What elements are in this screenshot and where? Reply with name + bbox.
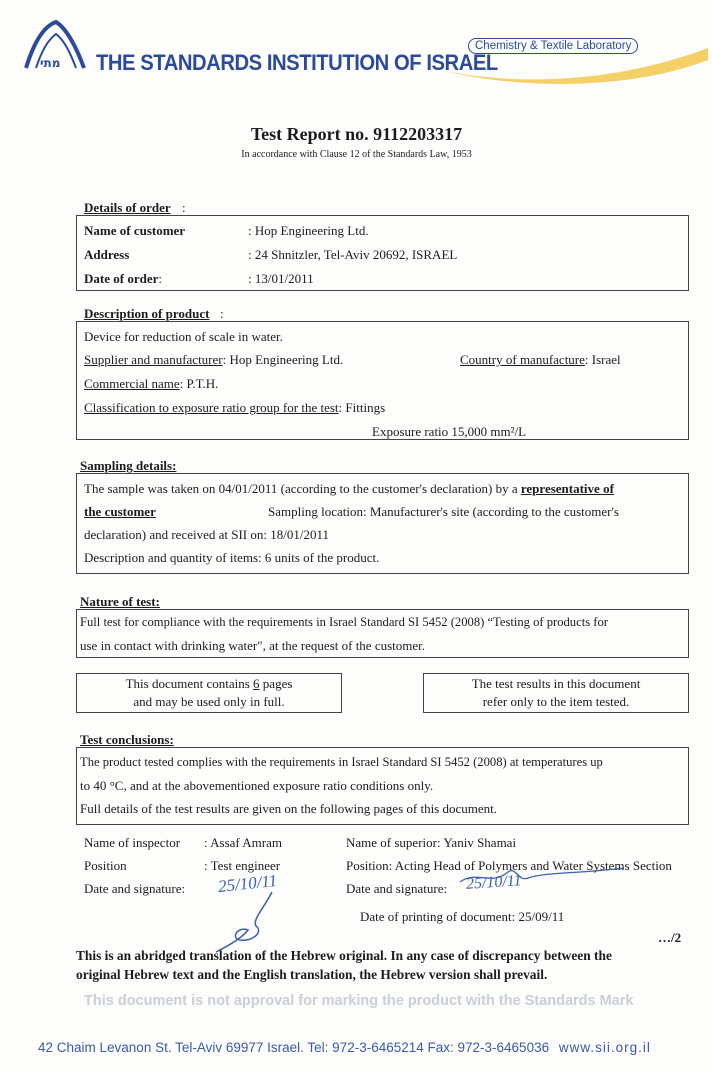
disclaimer-line-2: original Hebrew text and the English translation, the Hebrew version shall prevail. [76,967,548,982]
nature-line-1: Full test for compliance with the requirements in Israel Standard SI 5452 (2008) “Testing of products for [80,615,608,629]
order-date-label: Date of order: [84,271,162,286]
results-note-line-1: The test results in this document [471,676,641,691]
exposure-ratio: Exposure ratio 15,000 mm²/L [372,424,527,439]
logo-text: מתי [40,56,61,70]
sampling-line-4: Description and quantity of items: 6 units of the product. [84,550,380,565]
conclusions-line-2: to 40 °C, and at the abovementioned exposure ratio conditions only. [80,778,434,793]
disclaimer-line-1: This is an abridged translation of the Hebrew original. In any case of discrepancy between the [76,948,612,963]
customer-value: : Hop Engineering Ltd. [248,223,369,238]
pages-note-line-1: This document contains 6 pages [125,676,293,691]
footer-website[interactable]: www.sii.org.il [558,1040,651,1055]
classification-line: Classification to exposure ratio group for the test: Fittings [84,400,386,415]
conclusions-line-1: The product tested complies with the requirements in Israel Standard SI 5452 (2008) at temperatures up [80,755,603,769]
nature-line-2: use in contact with drinking water", at the request of the customer. [80,638,426,653]
customer-label: Name of customer [84,223,186,238]
inspector-date-sig-label: Date and signature: [84,881,186,896]
order-heading-colon: : [182,200,186,215]
pages-note-line-2: and may be used only in full. [133,694,285,709]
sampling-line-1: The sample was taken on 04/01/2011 (according to the customer's declaration) by a representative of [84,481,614,496]
inspector-label: Name of inspector [84,835,181,850]
sampling-representative: the customer [84,504,156,519]
lab-badge: Chemistry & Textile Laboratory [468,38,638,54]
conclusions-heading: Test conclusions: [80,732,174,747]
sampling-heading: Sampling details: [80,458,177,473]
commercial-line: Commercial name: P.T.H. [84,376,219,391]
report-title: Test Report no. 9112203317 [250,124,463,144]
superior-position: Position: Acting Head of Polymers and Water Systems Section [346,858,672,873]
inspector-signature [212,890,292,954]
results-note-line-2: refer only to the item tested. [482,694,630,709]
conclusions-line-3: Full details of the test results are given on the following pages of this document. [80,801,498,816]
sampling-location: Sampling location: Manufacturer's site (according to the customer's [268,504,619,519]
inspector-value: : Assaf Amram [204,835,282,850]
product-heading-colon: : [220,306,224,321]
institution-name: THE STANDARDS INSTITUTION OF ISRAEL [96,50,498,75]
product-heading: Description of product [84,306,210,321]
superior-signature [456,860,626,896]
page-marker: …/2 [658,930,682,945]
nature-heading: Nature of test: [80,594,160,609]
inspector-handwritten-date: 25/10/11 [217,870,278,897]
superior-name: Name of superior: Yaniv Shamai [346,835,517,850]
position-label: Position [84,858,127,873]
standards-mark-notice: This document is not approval for marking the product with the Standards Mark [84,993,634,1009]
address-label: Address [84,247,130,262]
country-line: Country of manufacture: Israel [460,352,621,367]
supplier-line: Supplier and manufacturer: Hop Engineering Ltd. [84,352,344,367]
report-subtitle: In accordance with Clause 12 of the Standards Law, 1953 [241,149,472,160]
printing-date: Date of printing of document: 25/09/11 [360,909,565,924]
position-value: : Test engineer [204,858,281,873]
sii-logo-icon [20,18,90,80]
superior-handwritten-date: 25/10/11 [465,872,523,893]
product-description: Device for reduction of scale in water. [84,329,283,344]
address-value: : 24 Shnitzler, Tel-Aviv 20692, ISRAEL [248,247,458,262]
order-date-value: : 13/01/2011 [248,271,314,286]
sampling-line-3: declaration) and received at SII on: 18/01/2011 [84,527,329,542]
order-heading: Details of order [84,200,171,215]
footer-address: 42 Chaim Levanon St. Tel-Aviv 69977 Israel. Tel: 972-3-6465214 Fax: 972-3-6465036 www.sii.org.il [38,1040,651,1055]
superior-date-sig-label: Date and signature: [346,881,448,896]
